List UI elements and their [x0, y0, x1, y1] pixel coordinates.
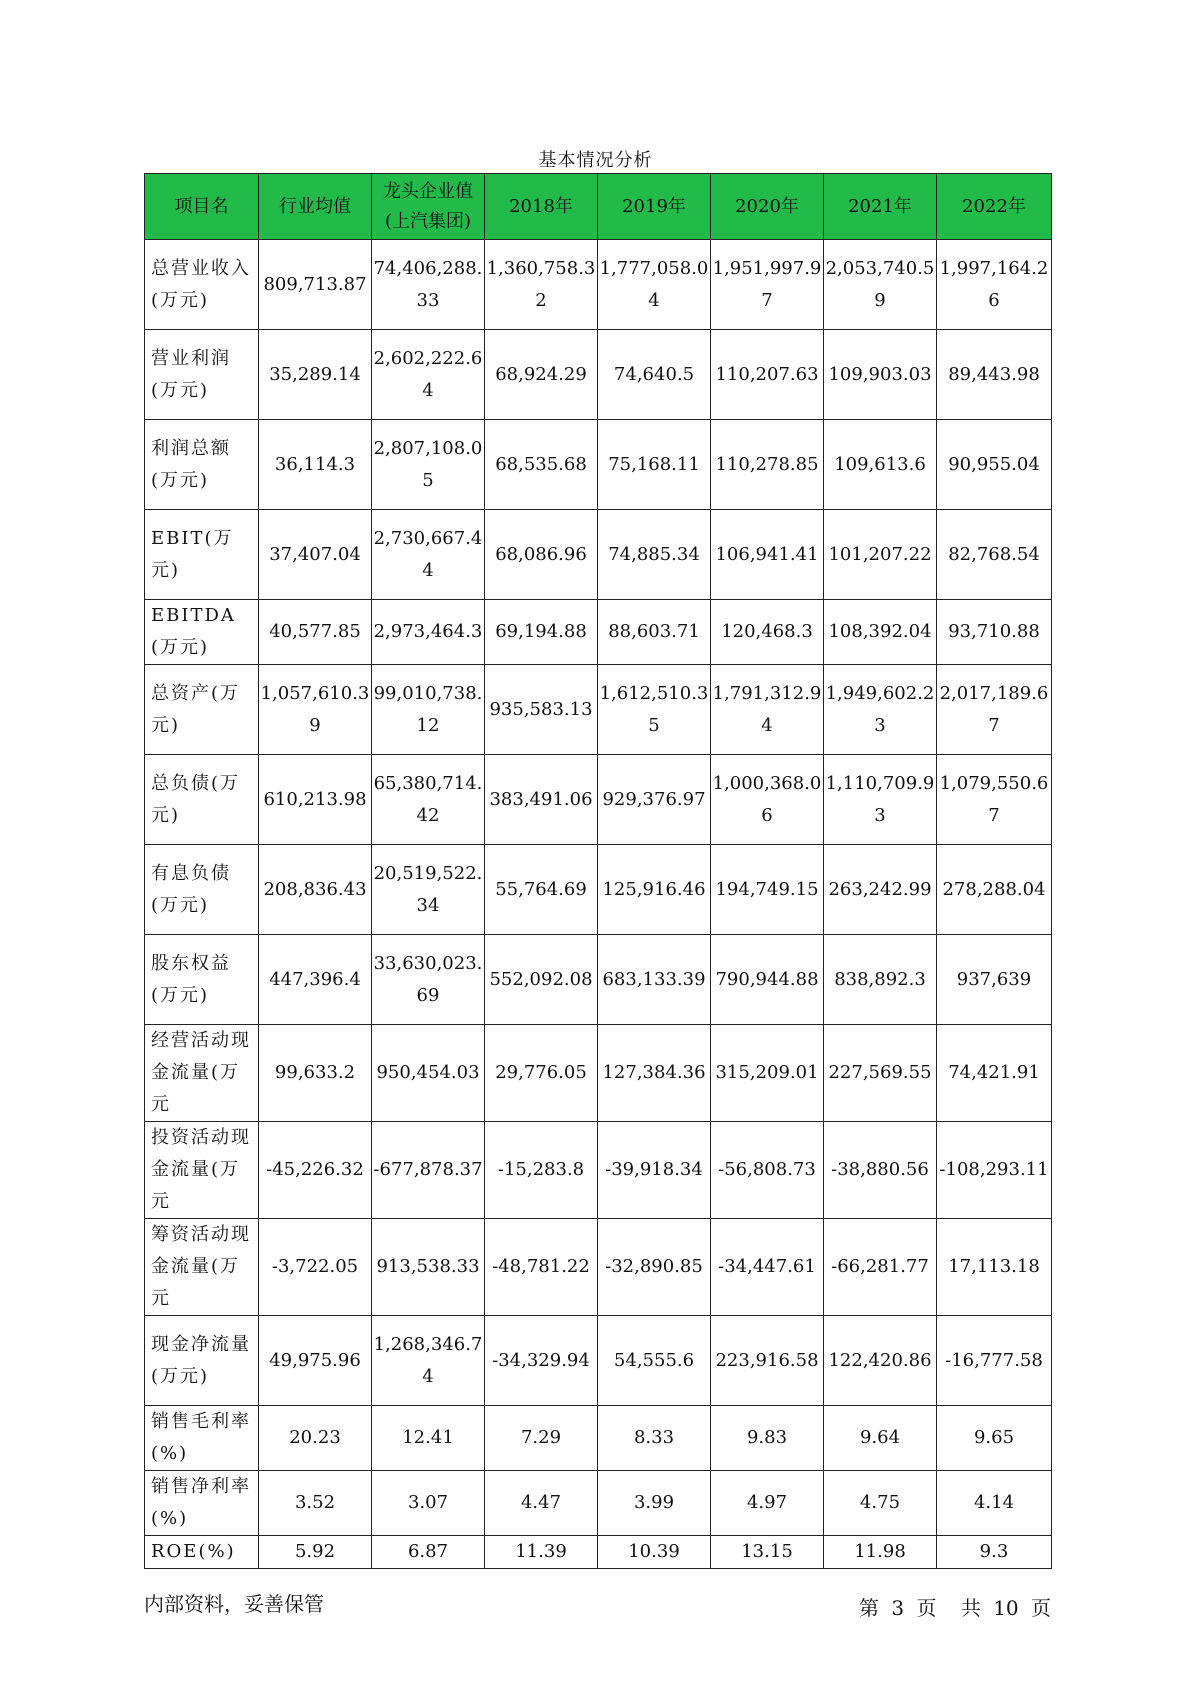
table-cell: 127,384.36 [598, 1025, 711, 1122]
table-cell: 82,768.54 [937, 510, 1052, 600]
table-cell: -15,283.8 [485, 1122, 598, 1219]
table-cell: 65,380,714.42 [372, 755, 485, 845]
table-cell: 11.98 [824, 1536, 937, 1569]
table-cell: 1,777,058.04 [598, 240, 711, 330]
page-number: 3 [891, 1596, 905, 1620]
total-pages: 10 [993, 1596, 1019, 1620]
table-cell: 5.92 [259, 1536, 372, 1569]
row-label: 有息负债(万元) [145, 845, 259, 935]
table-cell: 4.97 [711, 1471, 824, 1536]
table-cell: -108,293.11 [937, 1122, 1052, 1219]
row-label: 营业利润(万元) [145, 330, 259, 420]
column-header: 2018年 [485, 174, 598, 240]
table-row [145, 1471, 1052, 1536]
table-cell: 9.3 [937, 1536, 1052, 1569]
table-cell: 9.64 [824, 1406, 937, 1471]
footer-page-info [853, 1592, 1051, 1621]
table-cell: 10.39 [598, 1536, 711, 1569]
table-cell: 263,242.99 [824, 845, 937, 935]
table-cell: -56,808.73 [711, 1122, 824, 1219]
table-cell: 99,633.2 [259, 1025, 372, 1122]
table-cell: 74,640.5 [598, 330, 711, 420]
table-cell: 125,916.46 [598, 845, 711, 935]
table-cell: -48,781.22 [485, 1219, 598, 1316]
table-cell: 68,535.68 [485, 420, 598, 510]
table-cell: 35,289.14 [259, 330, 372, 420]
table-cell: -677,878.37 [372, 1122, 485, 1219]
table-cell: 7.29 [485, 1406, 598, 1471]
row-label: 筹资活动现金流量(万元 [145, 1219, 259, 1316]
row-label: 股东权益(万元) [145, 935, 259, 1025]
column-header: 龙头企业值(上汽集团) [372, 174, 485, 240]
table-row [145, 1406, 1052, 1471]
table-cell: 6.87 [372, 1536, 485, 1569]
table-cell: 2,807,108.05 [372, 420, 485, 510]
table-row [145, 1025, 1052, 1122]
table-cell: 552,092.08 [485, 935, 598, 1025]
column-header: 行业均值 [259, 174, 372, 240]
table-cell: 55,764.69 [485, 845, 598, 935]
table-cell: 790,944.88 [711, 935, 824, 1025]
table-cell: -39,918.34 [598, 1122, 711, 1219]
table-cell: 3.99 [598, 1471, 711, 1536]
table-cell: 2,973,464.3 [372, 600, 485, 665]
table-row [145, 935, 1052, 1025]
page-title: 基本情况分析 [538, 150, 653, 171]
table-cell: 54,555.6 [598, 1316, 711, 1406]
table-cell: 74,885.34 [598, 510, 711, 600]
row-label: 投资活动现金流量(万元 [145, 1122, 259, 1219]
row-label: ROE(%) [145, 1536, 259, 1569]
table-cell: 109,613.6 [824, 420, 937, 510]
table-cell: 40,577.85 [259, 600, 372, 665]
table-cell: -45,226.32 [259, 1122, 372, 1219]
row-label: 总资产(万元) [145, 665, 259, 755]
table-cell: 1,110,709.93 [824, 755, 937, 845]
table-row [145, 240, 1052, 330]
footer-confidential-note: 内部资料，妥善保管 [144, 1592, 324, 1616]
page-suffix: 页 [916, 1596, 937, 1620]
table-cell: 20.23 [259, 1406, 372, 1471]
table-cell: 194,749.15 [711, 845, 824, 935]
row-label: 销售毛利率(%) [145, 1406, 259, 1471]
table-row [145, 330, 1052, 420]
table-cell: 610,213.98 [259, 755, 372, 845]
table-cell: 8.33 [598, 1406, 711, 1471]
row-label: 利润总额(万元) [145, 420, 259, 510]
row-label: 总营业收入(万元) [145, 240, 259, 330]
column-header: 2020年 [711, 174, 824, 240]
table-cell: -34,329.94 [485, 1316, 598, 1406]
table-cell: 120,468.3 [711, 600, 824, 665]
table-cell: 1,949,602.23 [824, 665, 937, 755]
table-cell: 1,997,164.26 [937, 240, 1052, 330]
table-cell: 227,569.55 [824, 1025, 937, 1122]
table-cell: 33,630,023.69 [372, 935, 485, 1025]
row-label: 经营活动现金流量(万元 [145, 1025, 259, 1122]
table-cell: 29,776.05 [485, 1025, 598, 1122]
table-cell: 3.52 [259, 1471, 372, 1536]
table-row [145, 1316, 1052, 1406]
table-row [145, 1536, 1052, 1569]
table-cell: 683,133.39 [598, 935, 711, 1025]
table-cell: 20,519,522.34 [372, 845, 485, 935]
row-label: 总负债(万元) [145, 755, 259, 845]
page-prefix: 第 [859, 1596, 880, 1620]
table-cell: 110,207.63 [711, 330, 824, 420]
column-header: 2019年 [598, 174, 711, 240]
table-cell: 69,194.88 [485, 600, 598, 665]
table-cell: 2,730,667.44 [372, 510, 485, 600]
table-cell: 108,392.04 [824, 600, 937, 665]
table-cell: -32,890.85 [598, 1219, 711, 1316]
table-cell: 913,538.33 [372, 1219, 485, 1316]
table-cell: 315,209.01 [711, 1025, 824, 1122]
table-row [145, 510, 1052, 600]
table-cell: 1,360,758.32 [485, 240, 598, 330]
table-cell: 68,086.96 [485, 510, 598, 600]
table-cell: 2,053,740.59 [824, 240, 937, 330]
table-cell: 4.75 [824, 1471, 937, 1536]
table-cell: 809,713.87 [259, 240, 372, 330]
table-cell: 99,010,738.12 [372, 665, 485, 755]
table-cell: 37,407.04 [259, 510, 372, 600]
table-cell: -34,447.61 [711, 1219, 824, 1316]
total-suffix: 页 [1031, 1596, 1051, 1620]
table-cell: 208,836.43 [259, 845, 372, 935]
column-header: 2022年 [937, 174, 1052, 240]
table-cell: 4.47 [485, 1471, 598, 1536]
table-cell: 9.65 [937, 1406, 1052, 1471]
table-cell: 9.83 [711, 1406, 824, 1471]
table-cell: -3,722.05 [259, 1219, 372, 1316]
table-cell: 109,903.03 [824, 330, 937, 420]
table-cell: 223,916.58 [711, 1316, 824, 1406]
table-cell: 68,924.29 [485, 330, 598, 420]
table-cell: 110,278.85 [711, 420, 824, 510]
table-cell: 93,710.88 [937, 600, 1052, 665]
table-cell: 74,406,288.33 [372, 240, 485, 330]
total-prefix: 共 [960, 1596, 981, 1620]
table-cell: 88,603.71 [598, 600, 711, 665]
table-header-row [145, 174, 1052, 240]
table-cell: 17,113.18 [937, 1219, 1052, 1316]
table-cell: 1,079,550.67 [937, 755, 1052, 845]
table-cell: 89,443.98 [937, 330, 1052, 420]
table-row [145, 665, 1052, 755]
table-cell: 36,114.3 [259, 420, 372, 510]
table-cell: 74,421.91 [937, 1025, 1052, 1122]
table-cell: 13.15 [711, 1536, 824, 1569]
table-cell: -38,880.56 [824, 1122, 937, 1219]
financial-table [144, 173, 1052, 1569]
table-row [145, 1122, 1052, 1219]
table-cell: 2,017,189.67 [937, 665, 1052, 755]
row-label: EBITDA(万元) [145, 600, 259, 665]
table-cell: 1,612,510.35 [598, 665, 711, 755]
table-row [145, 420, 1052, 510]
table-cell: 49,975.96 [259, 1316, 372, 1406]
table-cell: 838,892.3 [824, 935, 937, 1025]
table-cell: 1,057,610.39 [259, 665, 372, 755]
table-cell: 101,207.22 [824, 510, 937, 600]
table-cell: 950,454.03 [372, 1025, 485, 1122]
table-cell: 278,288.04 [937, 845, 1052, 935]
table-cell: 75,168.11 [598, 420, 711, 510]
table-cell: 2,602,222.64 [372, 330, 485, 420]
table-cell: -66,281.77 [824, 1219, 937, 1316]
row-label: 现金净流量(万元) [145, 1316, 259, 1406]
table-cell: 122,420.86 [824, 1316, 937, 1406]
table-row [145, 600, 1052, 665]
column-header: 2021年 [824, 174, 937, 240]
table-cell: 1,791,312.94 [711, 665, 824, 755]
table-cell: 447,396.4 [259, 935, 372, 1025]
table-row [145, 1219, 1052, 1316]
table-row [145, 845, 1052, 935]
table-cell: 1,951,997.97 [711, 240, 824, 330]
table-cell: 929,376.97 [598, 755, 711, 845]
table-cell: 106,941.41 [711, 510, 824, 600]
table-cell: 935,583.13 [485, 665, 598, 755]
table-cell: 1,000,368.06 [711, 755, 824, 845]
column-header: 项目名 [145, 174, 259, 240]
table-cell: 11.39 [485, 1536, 598, 1569]
table-cell: 3.07 [372, 1471, 485, 1536]
table-cell: -16,777.58 [937, 1316, 1052, 1406]
table-cell: 383,491.06 [485, 755, 598, 845]
table-cell: 1,268,346.74 [372, 1316, 485, 1406]
table-cell: 937,639 [937, 935, 1052, 1025]
row-label: 销售净利率(%) [145, 1471, 259, 1536]
table-row [145, 755, 1052, 845]
row-label: EBIT(万元) [145, 510, 259, 600]
table-cell: 4.14 [937, 1471, 1052, 1536]
table-cell: 90,955.04 [937, 420, 1052, 510]
table-cell: 12.41 [372, 1406, 485, 1471]
